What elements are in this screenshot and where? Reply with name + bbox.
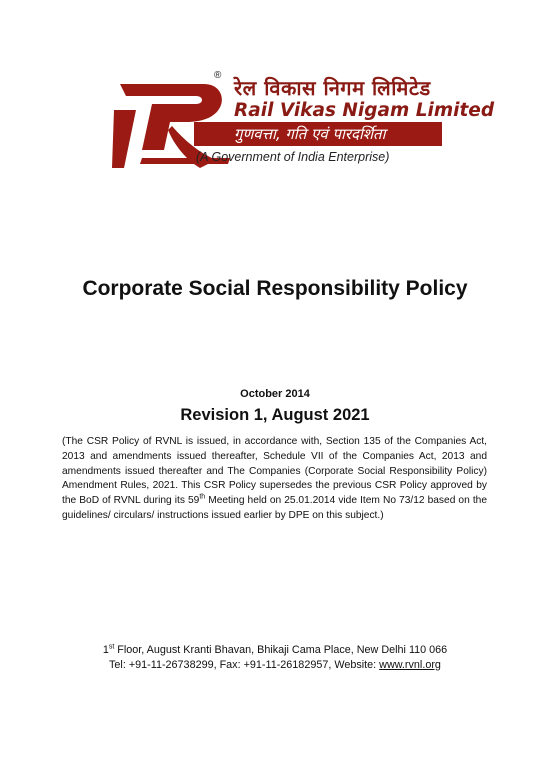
company-name-english: Rail Vikas Nigam Limited: [234, 100, 495, 121]
policy-note-text-2: Meeting held on 25.01.2014 vide Item No 73/12 based on the guidelines/ circulars/ instructions issued earlier by DPE on this subject.): [62, 495, 487, 521]
floor-number: 1: [102, 644, 109, 656]
address-text: Floor, August Kranti Bhavan, Bhikaji Cama Place, New Delhi 110 066: [114, 644, 448, 656]
policy-note-superscript: th: [199, 493, 206, 501]
company-slogan: गुणवत्ता, गति एवं पारदर्शिता: [234, 125, 386, 143]
contact-text: Tel: +91-11-26738299, Fax: +91-11-26182957, Website:: [109, 659, 380, 671]
contact-line: [0, 658, 550, 673]
website-link[interactable]: www.rvnl.org: [379, 659, 441, 671]
policy-note-text-1: (The CSR Policy of RVNL is issued, in accordance with, Section 135 of the Companies Act, 2013 and amendments issued thereafter, Schedule VII of the Companies Act, 2013 and amendments issued thereafter and The Companies (Corporate Social Responsibility Policy) Amendment Rules, 2021. This CSR Policy supersedes the previous CSR Policy approved by the BoD of RVNL during its 59: [62, 436, 487, 507]
registered-mark: ®: [214, 70, 222, 81]
revision-info: Revision 1, August 2021: [180, 406, 370, 424]
document-title: Corporate Social Responsibility Policy: [82, 277, 468, 300]
footer-address: [0, 643, 550, 673]
govt-enterprise-tagline: (A Government of India Enterprise): [196, 150, 390, 164]
issue-date: October 2014: [240, 388, 310, 400]
address-line: [0, 643, 550, 658]
policy-note: [62, 435, 487, 524]
company-logo: [112, 66, 495, 176]
floor-superscript: st: [108, 643, 115, 651]
company-name-hindi: रेल विकास निगम लिमिटेड: [234, 76, 431, 100]
